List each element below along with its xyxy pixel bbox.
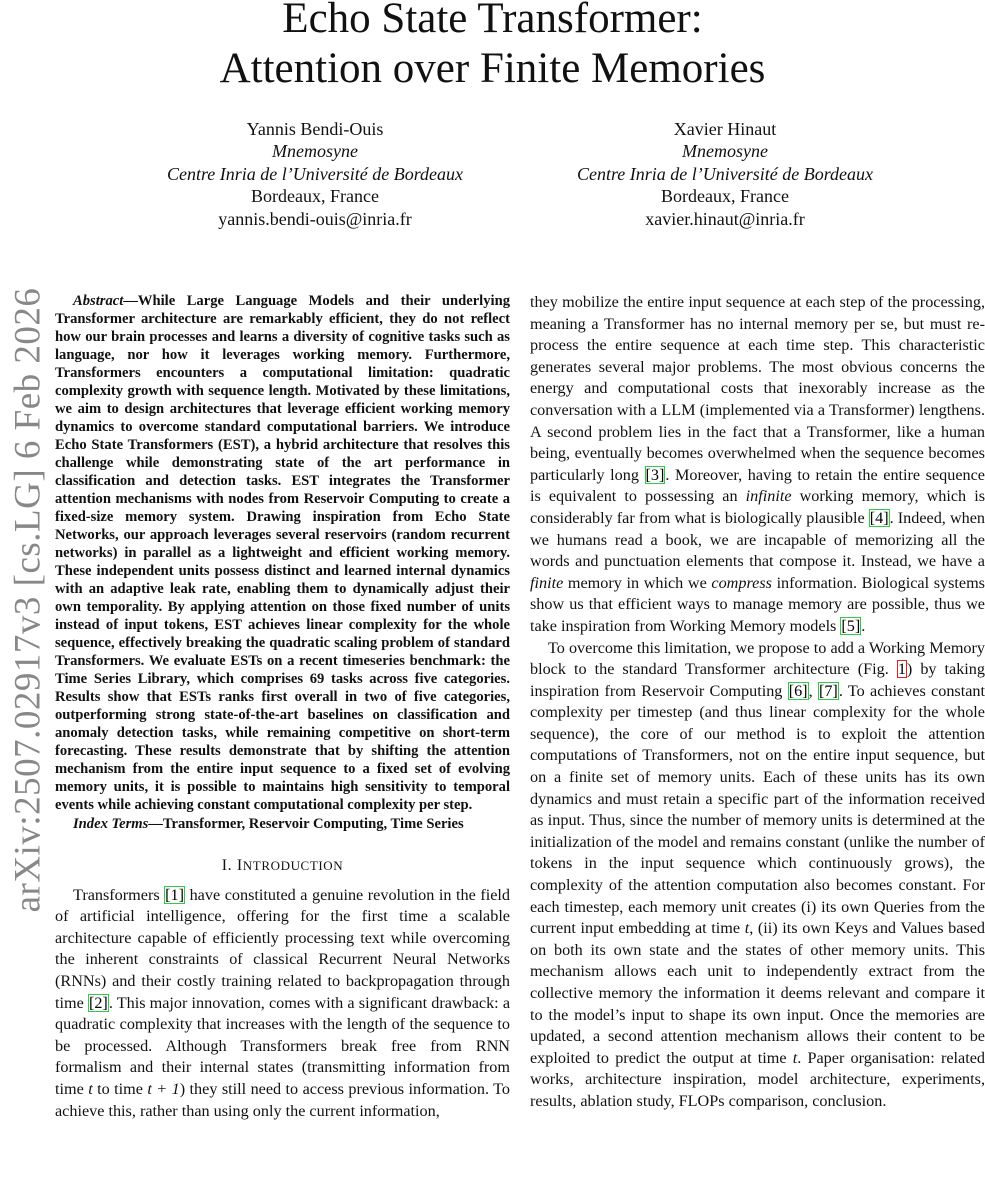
text-run: have constituted a genuine revolution in the field of artificial intelligence, offering for the first time a scalable architecture capable of efficiently processing text while overcoming the inherent constraints of classical Recurrent Neural Networks (RNNs) and their costly training related to backpropagation through time <box>55 885 510 1012</box>
text-run: . Moreover, having to retain the entire sequence is equivalent to possessing an <box>530 465 985 506</box>
abstract-label: Abstract <box>73 293 124 309</box>
section-heading-introduction <box>55 855 510 877</box>
title-line-2: Attention over Finite Memories <box>219 45 766 92</box>
author-location: Bordeaux, France <box>661 186 789 207</box>
citation-link[interactable]: [4] <box>869 508 889 527</box>
author-block-1 <box>105 118 525 230</box>
math-symbol: t <box>88 1079 93 1098</box>
author-group: Mnemosyne <box>272 141 358 162</box>
author-group: Mnemosyne <box>682 141 768 162</box>
emphasis: compress <box>711 573 772 592</box>
text-run: Transformers <box>73 885 165 904</box>
author-institution: Centre Inria de l’Université de Bordeaux <box>166 163 464 184</box>
text-run: To overcome this limitation, we propose to add a Working Memory block to the standard Transformer architecture (Fig. <box>530 638 985 679</box>
section-title-initial: I <box>236 857 243 874</box>
title-line-1: Echo State Transformer: <box>282 0 703 42</box>
text-run: . Indeed, when we humans read a book, we are incapable of memorizing all the words and punctuation elements that compose it. Instead, we have a <box>530 508 985 571</box>
text-run: , (ii) its own Keys and Values based on both its own state and the states of other memory units. This mechanism allows each unit to independently extract from the collective memory the information it deems relevant and compare it to the model’s input to shape its own input. Once the memories are updated, a second attention mechanism allows their content to be exploited to predict the output at time <box>530 919 985 1067</box>
text-run: ) they still need to access previous information. To achieve this, rather than using only the current information, <box>55 1079 510 1120</box>
index-terms <box>55 815 510 833</box>
citation-link[interactable]: [3] <box>645 465 665 484</box>
left-column <box>55 292 510 1122</box>
text-run: memory in which we <box>563 573 712 592</box>
intro-paragraph-2 <box>530 638 985 1113</box>
citation-link[interactable]: [2] <box>88 993 108 1012</box>
citation-link[interactable]: [5] <box>841 616 861 635</box>
author-email[interactable]: xavier.hinaut@inria.fr <box>645 208 805 229</box>
emphasis: finite <box>530 573 564 592</box>
intro-paragraph-1 <box>55 885 510 1123</box>
text-run: , <box>808 681 818 700</box>
text-run: information. Biological systems show us that efficient ways to manage memory are possible, thus we take inspiration from Working Memory models <box>530 573 985 635</box>
index-terms-label: Index Terms <box>73 816 149 832</box>
section-numeral: I. <box>221 857 233 874</box>
emphasis: infinite <box>745 487 792 506</box>
math-symbol: t <box>744 919 750 938</box>
right-column <box>530 292 985 1113</box>
text-run: they mobilize the entire input sequence at each step of the processing, meaning a Transformer has no internal memory per se, but must re-process the entire sequence at each time step. This characteristic generates several major problems. The most obvious concerns the energy and computational costs that inexorably increase as the conversation with a LLM (implemented via a Transformer) lengthens. A second problem lies in the fact that a Transformer, like a human being, eventually becomes overwhelmed when the sequence becomes particularly long <box>530 293 985 484</box>
math-symbol: t + 1 <box>147 1079 180 1098</box>
text-run: working memory, which is considerably far from what is biologically plausible <box>530 487 985 527</box>
intro-paragraph-1-continued <box>530 292 985 638</box>
text-run: . Paper organisation: related works, architecture inspiration, model architecture, experiments, results, ablation study, FLOPs comparison, conclusion. <box>530 1048 985 1110</box>
author-name: Yannis Bendi-Ouis <box>246 119 384 139</box>
citation-link[interactable]: [6] <box>788 681 808 700</box>
author-name: Xavier Hinaut <box>673 119 777 139</box>
text-run: . <box>861 616 866 635</box>
text-run: to time <box>92 1079 148 1098</box>
author-location: Bordeaux, France <box>251 186 379 207</box>
text-run: ) by taking inspiration from Reservoir Computing <box>530 660 985 700</box>
figure-link[interactable]: 1 <box>897 660 906 679</box>
author-email[interactable]: yannis.bendi-ouis@inria.fr <box>218 208 412 229</box>
author-institution: Centre Inria de l’Université de Bordeaux <box>576 163 874 184</box>
arxiv-sidebar-stamp: arXiv:2507.02917v3 [cs.LG] 6 Feb 2026 <box>7 287 49 913</box>
citation-link[interactable]: [7] <box>818 681 838 700</box>
text-run: . To achieves constant complexity per timestep (and thus linear complexity for the whole sequence), the core of our method is to exploit the attention computations of Transformers, not on the entire input sequence, but on a finite set of memory units. Each of these units has its own dynamics and must retain a specific part of the information received as input. Thus, since the number of memory units is determined at the initialization of the model and remains constant (unlike the number of tokens in the input sequence which continuously grows), the complexity of the attention computation also becomes constant. For each timestep, each memory unit creates (i) its own Queries from the current input embedding at time <box>530 681 985 938</box>
author-block-2 <box>515 118 935 230</box>
abstract <box>55 292 510 814</box>
paper-title <box>0 0 985 94</box>
index-terms-text: —Transformer, Reservoir Computing, Time Series <box>148 816 464 832</box>
text-run: . This major innovation, comes with a significant drawback: a quadratic complexity that increases with the length of the sequence to be processed. Although Transformers break free from RNN formalism and their internal states (transmitting information from time <box>55 993 510 1098</box>
section-title-rest: NTRODUCTION <box>242 858 344 873</box>
citation-link[interactable]: [1] <box>165 885 185 904</box>
math-symbol: t <box>792 1048 798 1067</box>
abstract-text: —While Large Language Models and their underlying Transformer architecture are remarkably efficient, they do not reflect how our brain processes and learns a diversity of cognitive tasks such as language, nor how it leverages working memory. Furthermore, Transformers encounters a computational limitation: quadratic complexity growth with sequence length. Motivated by these limitations, we aim to design architectures that leverage efficient working memory dynamics to overcome standard computational barriers. We introduce Echo State Transformers (EST), a hybrid architecture that resolves this challenge while demonstrating state of the art performance in classification and detection tasks. EST integrates the Transformer attention mechanisms with nodes from Reservoir Computing to create a fixed-size memory system. Drawing inspiration from Echo State Networks, our approach leverages several reservoirs (random recurrent networks) in parallel as a lightweight and efficient working memory. These independent units possess distinct and learned internal dynamics with an adaptive leak rate, enabling them to dynamically adjust their own temporality. By applying attention on those fixed number of units instead of input tokens, EST achieves linear complexity for the whole sequence, effectively breaking the quadratic scaling problem of standard Transformers. We evaluate ESTs on a recent timeseries benchmark: the Time Series Library, which comprises 69 tasks across five categories. Results show that ESTs ranks first overall in two of five categories, outperforming strong state-of-the-art baselines on classification and anomaly detection tasks, while remaining competitive on short-term forecasting. These results demonstrate that by shifting the attention mechanism from the entire input sequence to a fixed set of evolving memory units, it is possible to maintains high sensitivity to temporal events while achieving constant computational complexity per step. <box>55 293 510 813</box>
